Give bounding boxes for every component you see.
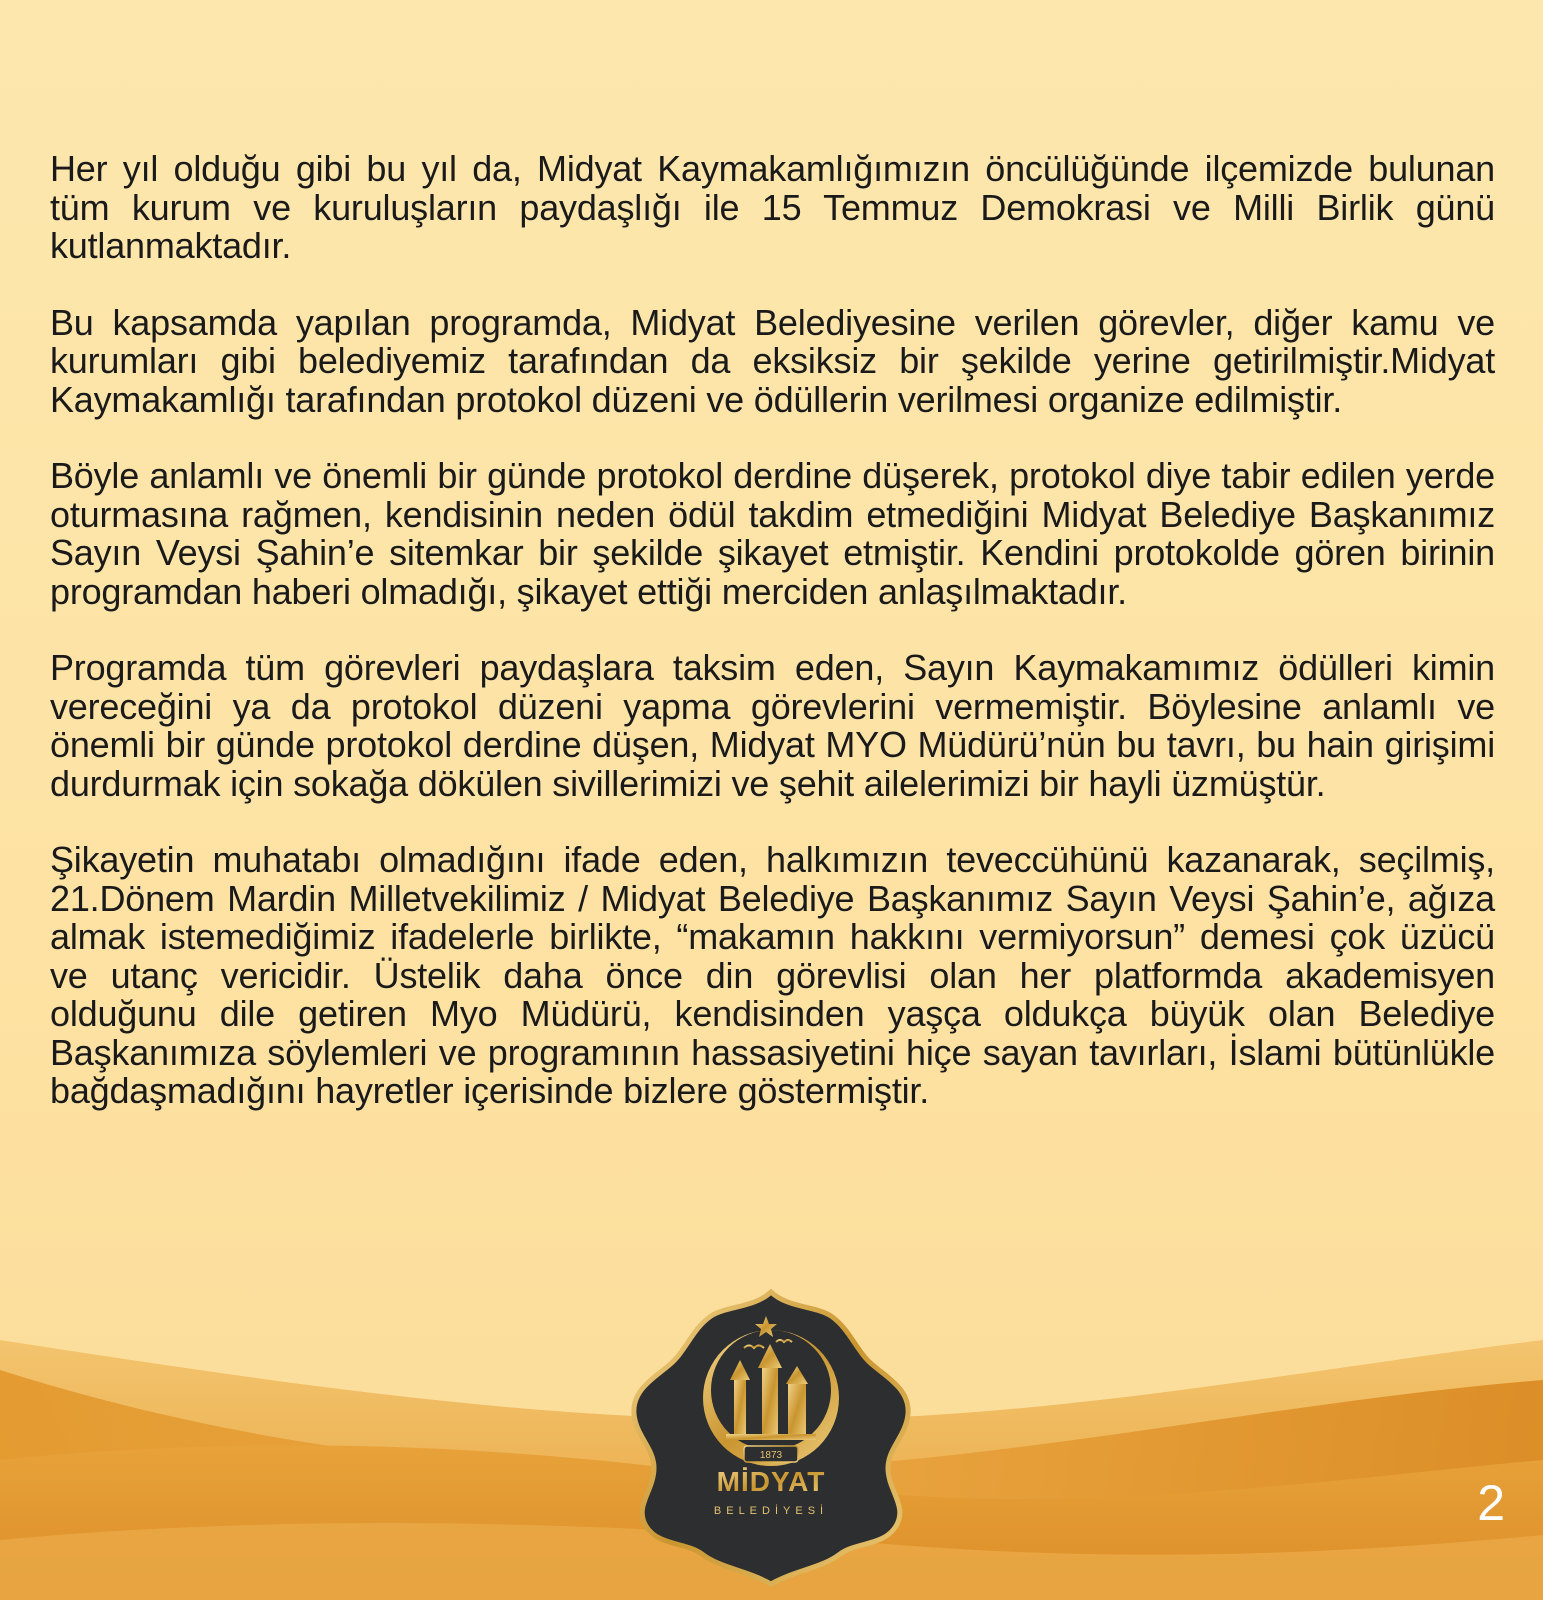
paragraph-2: Bu kapsamda yapılan programda, Midyat Belediyesine verilen görevler, diğer kamu ve kurumları gibi belediyemiz tarafından da eksiksiz bir şekilde yerine getirilmiştir.Midyat Kaymakamlığı tarafından protokol düzeni ve ödüllerin verilmesi organize edilmiştir. xyxy=(50,301,1495,420)
body-text xyxy=(50,150,1495,1149)
paragraph-1: Her yıl olduğu gibi bu yıl da, Midyat Kaymakamlığımızın öncülüğünde ilçemizde bulunan tüm kurum ve kuruluşların paydaşlığı ile 15 Temmuz Demokrasi ve Milli Birlik günü kutlanmaktadır. xyxy=(50,148,1495,266)
logo-name: MİDYAT xyxy=(716,1466,826,1497)
paragraph-5: Şikayetin muhatabı olmadığını ifade eden, halkımızın teveccühünü kazanarak, seçilmiş, 21.Dönem Mardin Milletvekilimiz / Midyat Belediye Başkanımız Sayın Veysi Şahin’e, ağıza almak istemediğimiz ifadelerle birlikte, “makamın hakkını vermiyorsun” demesi çok üzücü ve utanç vericidir. Üstelik daha önce din görevlisi olan her platformda akademisyen olduğunu dile getiren Myo Müdürü, kendisinden yaşça oldukça büyük olan Belediye Başkanımıza söylemleri ve programının hassasiyetini hiçe sayan tavırları, İslami bütünlükle bağdaşmadığını hayretler içerisinde bizlere göstermiştir. xyxy=(50,839,1495,1111)
paragraph-4: Programda tüm görevleri paydaşlara taksim eden, Sayın Kaymakamımız ödülleri kimin vereceğini ya da protokol düzeni yapma görevlerini vermemiştir. Böylesine anlamlı ve önemli bir günde protokol derdine düşen, Midyat MYO Müdürü’nün bu tavrı, bu hain girişimi durdurmak için sokağa dökülen sivillerimizi ve şehit ailelerimizi bir hayli üzmüştür. xyxy=(50,647,1495,804)
logo-year: 1873 xyxy=(759,1450,783,1461)
midyat-belediyesi-logo xyxy=(626,1286,916,1590)
paragraph-3: Böyle anlamlı ve önemli bir günde protokol derdine düşerek, protokol diye tabir edilen yerde oturmasına rağmen, kendisinin neden ödül takdim etmediğini Midyat Belediye Başkanımız Sayın Veysi Şahin’e sitemkar bir şekilde şikayet etmiştir. Kendini protokolde gören birinin programdan haberi olmadığı, şikayet ettiği merciden anlaşılmaktadır. xyxy=(50,455,1495,612)
logo-subtitle: BELEDİYESİ xyxy=(713,1505,829,1517)
page-number: 2 xyxy=(1477,1475,1505,1531)
